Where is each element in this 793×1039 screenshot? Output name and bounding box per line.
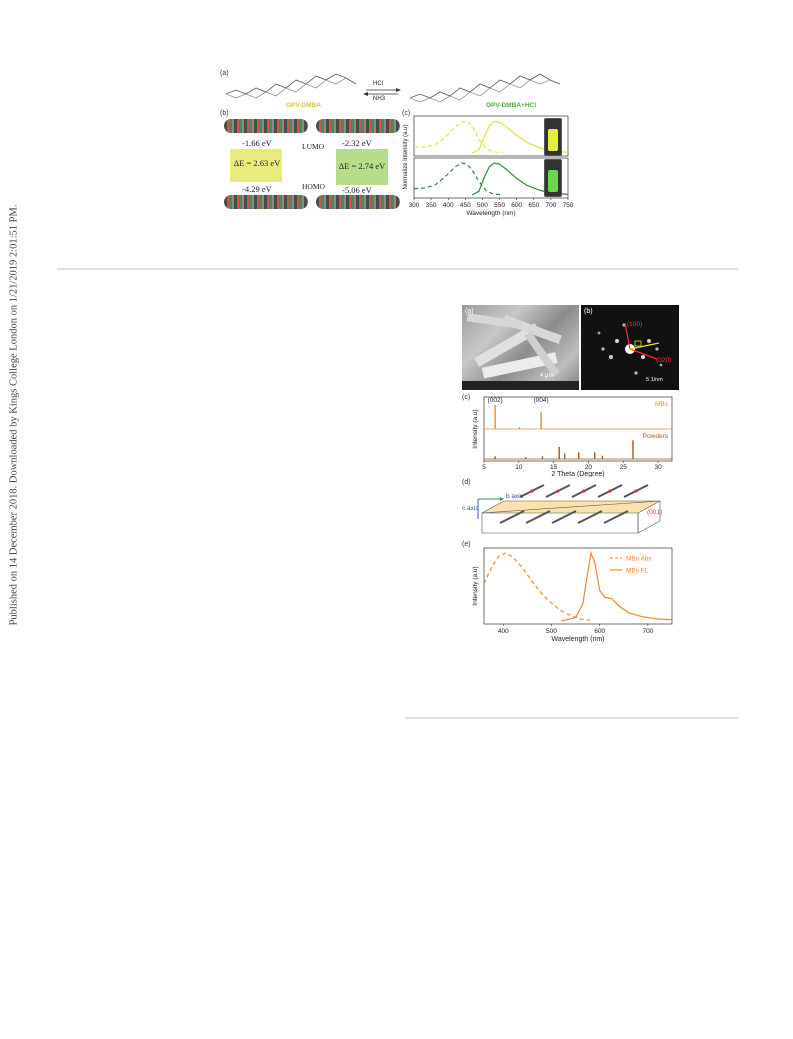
lumo-orbital-2: [316, 119, 400, 133]
sem-scale-label: 4 μm: [540, 373, 554, 379]
section-rule-bottom: [405, 717, 738, 719]
sem-image: [462, 305, 579, 390]
x-tick-label: 400: [442, 202, 454, 209]
x-tick-label: 750: [562, 202, 574, 209]
series-label: Powders: [642, 433, 668, 440]
figure-1: [218, 62, 578, 230]
x-tick-label: 700: [545, 202, 557, 209]
series-line-2-1: [414, 163, 503, 195]
peak-label: (004): [533, 397, 549, 404]
lumo-orbital-1: [224, 119, 308, 133]
x-tick-label: 20: [584, 464, 593, 471]
series-label: MBs: [655, 401, 668, 408]
x-axis-label: 2 Theta (Degree): [551, 471, 605, 477]
vial-yellow-glow: [548, 129, 558, 151]
x-tick-label: 500: [477, 202, 488, 209]
homo-level-2: -5.06 eV: [342, 185, 372, 195]
saed-pattern: [581, 305, 679, 390]
reagent-forward: HCl: [373, 81, 383, 87]
x-tick-label: 15: [550, 464, 558, 471]
compound-1-label: OPV-DMBA: [286, 102, 322, 109]
homo-orbital-2: [316, 195, 400, 209]
section-rule-top: [57, 268, 738, 270]
gap-value-2: ΔE = 2.74 eV: [338, 161, 386, 171]
x-tick-label: 5: [482, 464, 486, 471]
x-tick-label: 25: [619, 464, 627, 471]
vial-green: [544, 159, 562, 197]
saed-spots: [581, 305, 679, 390]
fig1-panel-a-label: (a): [220, 70, 229, 77]
fig1-panel-b-label: (b): [220, 110, 229, 117]
homo-label: HOMO: [302, 182, 325, 191]
x-tick-label: 300: [408, 202, 420, 209]
download-stamp-text: Published on 14 December 2018. Downloaded by Kings College London on 1/21/2019 2:01:51 PM.: [8, 204, 20, 626]
sem-rods: [462, 305, 579, 390]
fig1-panel-c-label: (c): [402, 110, 411, 117]
x-tick-label: 700: [642, 628, 654, 635]
reagent-back: NH3: [373, 96, 386, 102]
homo-level-1: -4.29 eV: [242, 184, 272, 194]
homo-orbital-1: [224, 195, 308, 209]
lumo-level-1: -1.66 eV: [242, 138, 272, 148]
fig2-panel-c-label: (c): [462, 394, 471, 401]
fig2-panel-d-label: (d): [462, 479, 471, 486]
series-line-2: [561, 553, 672, 621]
x-tick-label: 400: [497, 628, 509, 635]
fig2-panel-e-label: (e): [462, 541, 471, 548]
x-tick-label: 30: [654, 464, 662, 471]
compound-2-label: OPV-DMBA+HCl: [486, 102, 537, 109]
saed-100-label: (100): [627, 321, 643, 328]
c-axis-label: c axis: [462, 505, 479, 512]
plane-001-label: (001): [647, 509, 663, 516]
lumo-label: LUMO: [302, 142, 325, 151]
legend-label: MBs FL: [626, 567, 649, 575]
mbs-spectra-chart: [460, 542, 680, 646]
saed-scale-label: 5 1/nm: [646, 377, 663, 383]
x-tick-label: 550: [494, 202, 505, 209]
x-tick-label: 600: [511, 202, 523, 209]
figure-2: [460, 305, 680, 645]
y-axis-label: Intensity (a.u): [472, 409, 479, 449]
x-tick-label: 450: [459, 202, 471, 209]
x-tick-label: 500: [546, 628, 557, 635]
y-axis-label: Normalize Intensity (a.u): [403, 124, 409, 190]
fig2-panel-a-label: (a): [465, 308, 474, 315]
lumo-level-2: -2.32 eV: [342, 138, 372, 148]
series-line-1: [484, 553, 590, 620]
b-axis-label: b axis: [506, 493, 523, 500]
legend-label: MBs Abs: [626, 555, 652, 563]
vial-green-glow: [548, 170, 558, 192]
x-tick-label: 600: [594, 628, 606, 635]
xrd-chart: [460, 393, 680, 477]
gap-value-1: ΔE = 2.63 eV: [233, 158, 281, 168]
download-stamp: [2, 190, 26, 640]
y-axis-label: Intensity (a.u): [472, 566, 479, 606]
x-axis-label: Wavelength (nm): [551, 636, 605, 643]
x-axis-label: Wavelength (nm): [466, 210, 516, 217]
vial-yellow: [544, 118, 562, 156]
x-tick-label: 350: [425, 202, 437, 209]
fig2-panel-b-label: (b): [584, 308, 593, 315]
saed-020-label: (020): [656, 357, 672, 364]
peak-label: (002): [487, 397, 503, 404]
x-tick-label: 650: [528, 202, 540, 209]
x-tick-label: 10: [515, 464, 523, 471]
